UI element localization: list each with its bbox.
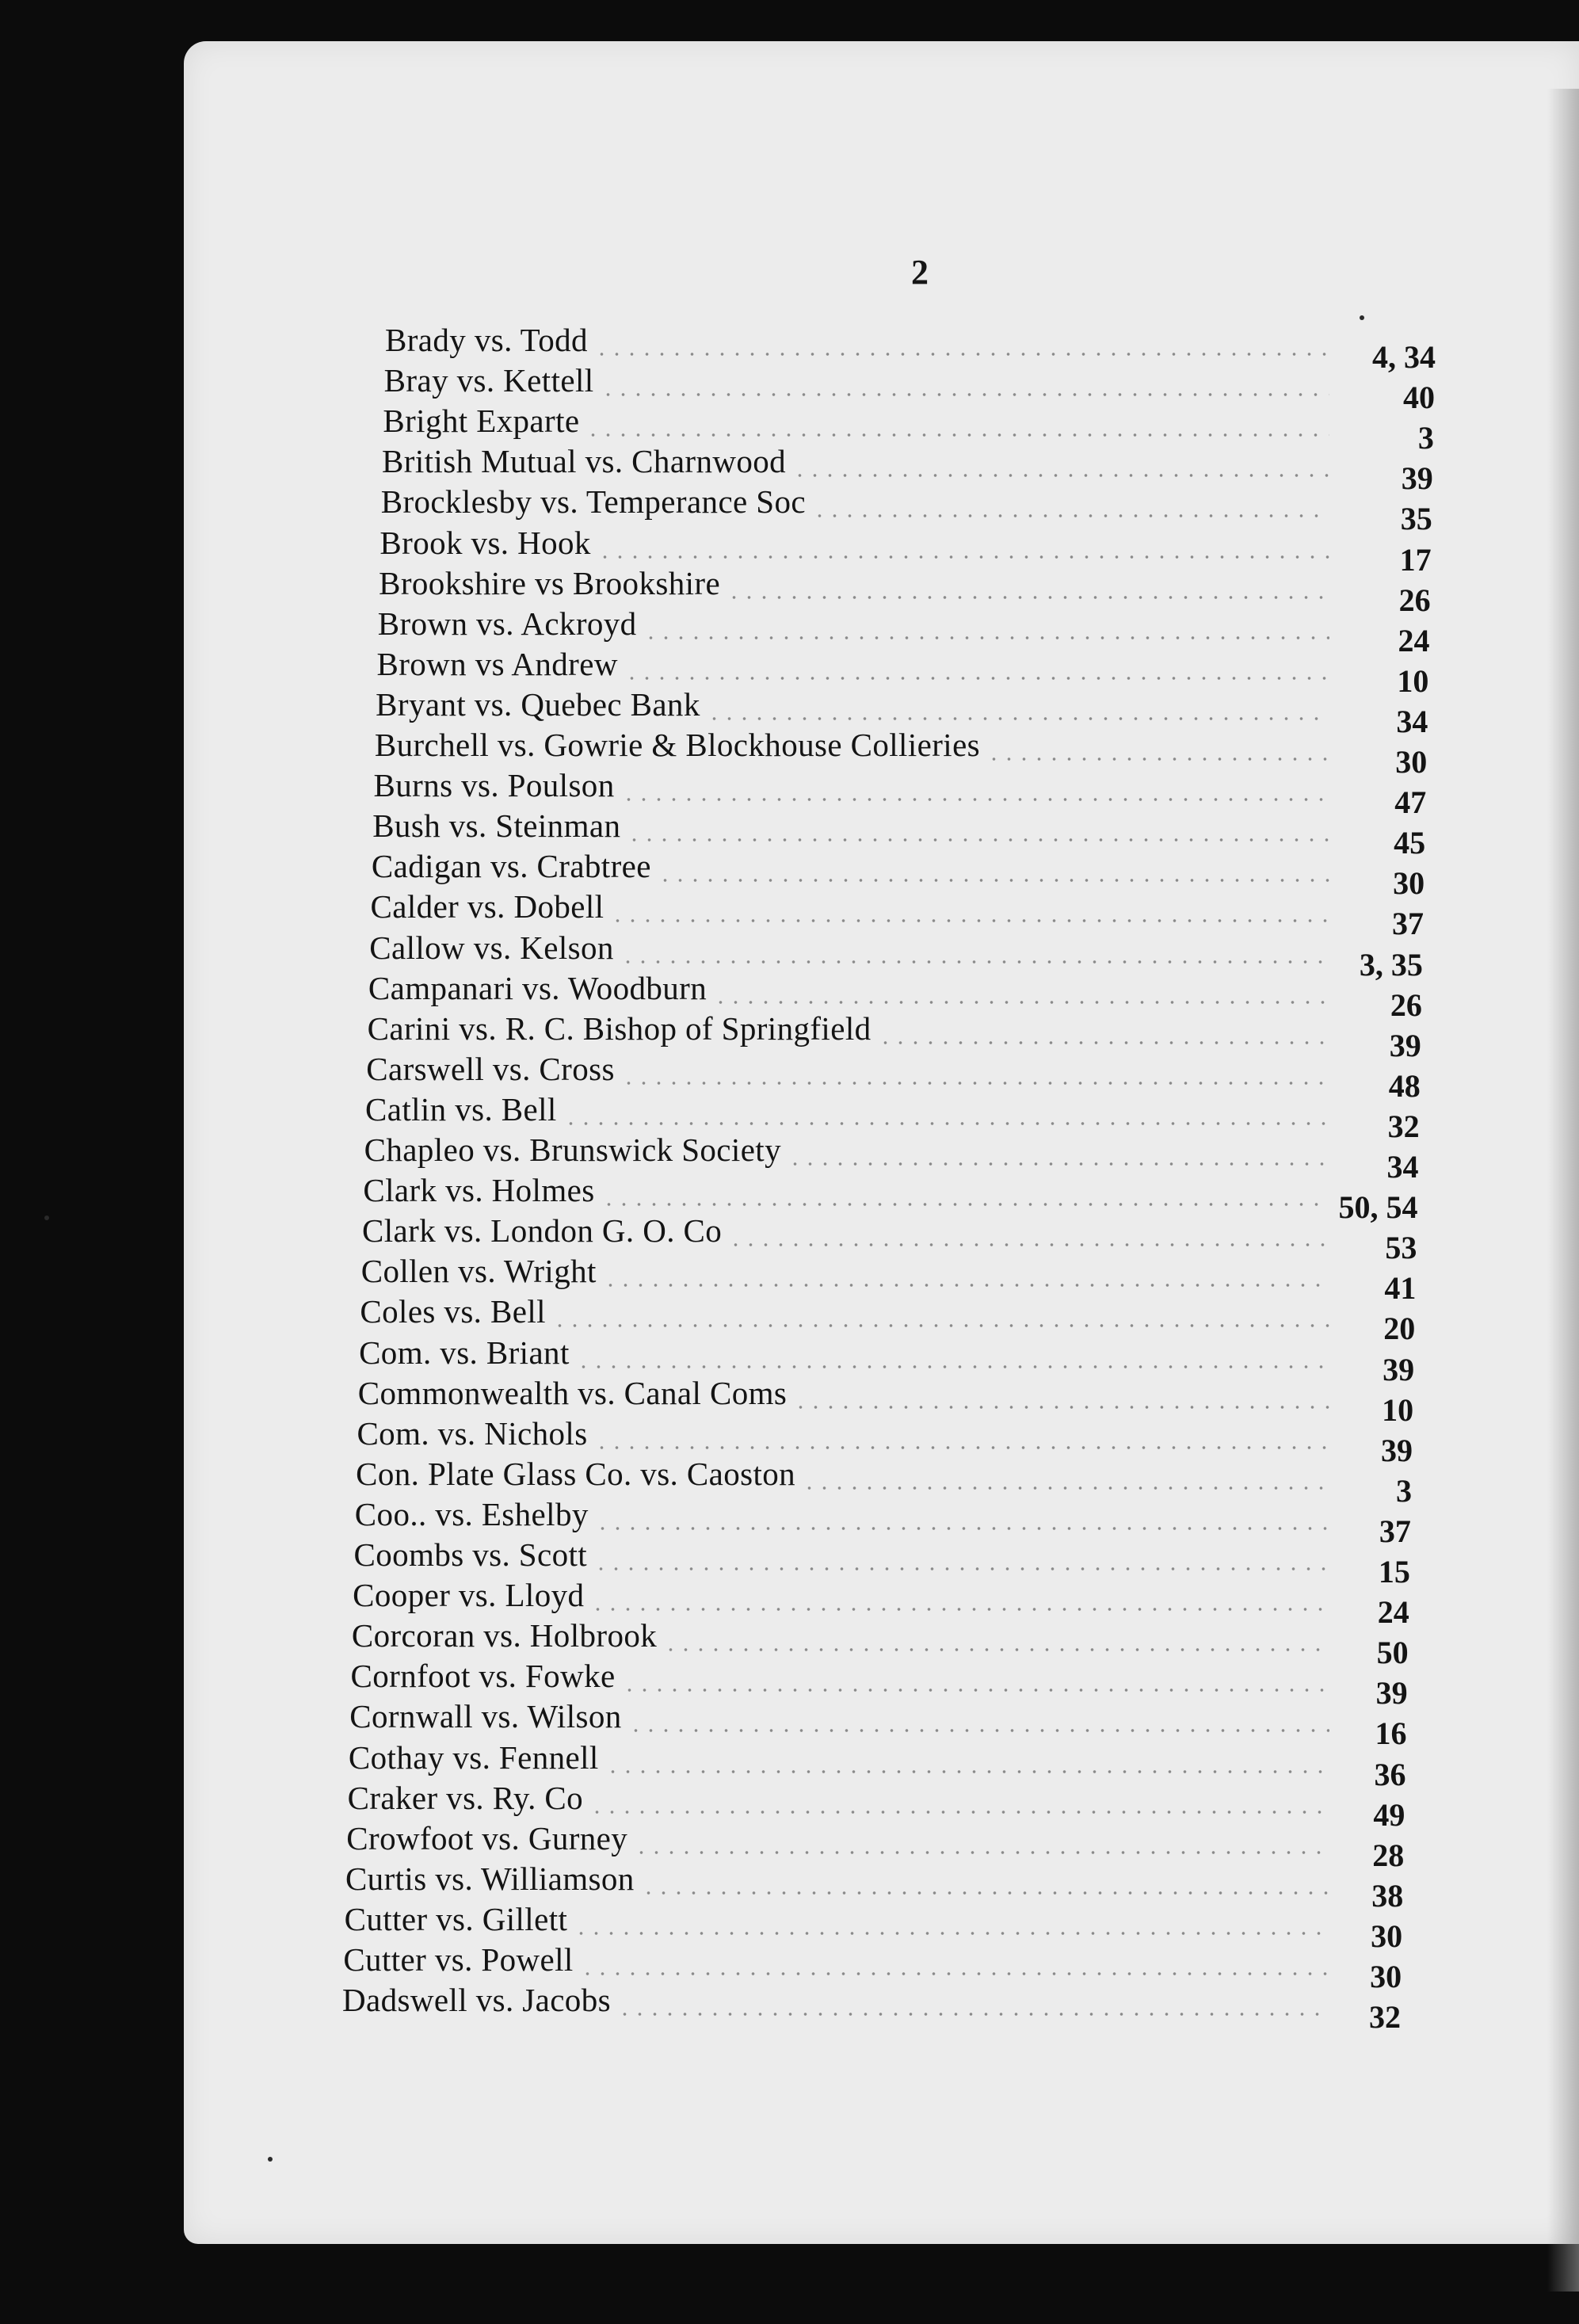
index-entry (381, 483, 1339, 522)
index-entry (355, 1495, 1339, 1535)
index-entry (346, 1819, 1339, 1859)
case-name: Clark vs. London G. O. Co (362, 1212, 723, 1250)
dot-leader (986, 757, 1329, 761)
dot-leader (605, 1770, 1329, 1773)
dot-leader (624, 677, 1329, 680)
dot-leader (601, 1203, 1329, 1206)
index-entry (384, 361, 1339, 401)
case-name: Brown vs. Ackroyd (377, 605, 637, 642)
case-name: Curtis vs. Williamson (345, 1860, 635, 1897)
case-name: British Mutual vs. Charnwood (382, 443, 787, 480)
dot-leader (788, 1162, 1329, 1166)
page-reference: 10 (1382, 1391, 1414, 1428)
stray-mark (1360, 315, 1364, 320)
dot-leader (620, 960, 1329, 964)
case-name: Cornfoot vs. Fowke (350, 1658, 616, 1695)
page-reference: 30 (1393, 865, 1425, 902)
case-name: Craker vs. Ry. Co (347, 1779, 584, 1816)
index-entry (362, 1212, 1339, 1251)
dot-leader (594, 353, 1329, 356)
page-reference: 39 (1383, 1351, 1415, 1387)
case-name: Coo.. vs. Eshelby (354, 1495, 589, 1532)
page-reference: 47 (1394, 784, 1427, 821)
dot-leader (707, 717, 1329, 720)
dot-leader (713, 1001, 1329, 1004)
page-reference: 50 (1376, 1635, 1409, 1671)
page-reference: 45 (1394, 825, 1426, 861)
dot-leader (552, 1324, 1329, 1327)
index-entry (368, 1009, 1339, 1049)
case-name: Cadigan vs. Crabtree (371, 848, 651, 885)
page-edge-shadow (1547, 89, 1579, 2292)
case-name: Crowfoot vs. Gurney (346, 1819, 628, 1857)
index-entry (366, 1050, 1339, 1089)
stray-mark (268, 2157, 273, 2162)
case-name: Brady vs. Todd (385, 322, 588, 358)
page-reference: 35 (1400, 501, 1432, 537)
page-reference: 15 (1378, 1554, 1410, 1589)
index-entry (383, 402, 1339, 441)
dot-leader (585, 433, 1329, 437)
dot-leader (622, 1689, 1329, 1692)
page-reference: 10 (1397, 662, 1429, 699)
dot-leader (601, 393, 1329, 396)
case-name: Chapleo vs. Brunswick Society (364, 1131, 781, 1168)
dot-leader (597, 555, 1329, 559)
case-name: Bush vs. Steinman (372, 807, 621, 845)
case-name: Burns vs. Poulson (373, 767, 615, 804)
index-entry (382, 442, 1339, 482)
index-entry (369, 929, 1339, 968)
index-entry (358, 1374, 1339, 1414)
case-name: Collen vs. Wright (360, 1253, 597, 1290)
index-entry (376, 645, 1339, 685)
page-reference: 32 (1369, 1999, 1401, 2036)
dot-leader (628, 1729, 1329, 1732)
index-entry (375, 726, 1339, 765)
page-reference: 28 (1372, 1837, 1405, 1873)
page-reference: 37 (1379, 1513, 1411, 1549)
case-name: Corcoran vs. Holbrook (351, 1617, 658, 1654)
page-reference: 48 (1388, 1067, 1421, 1104)
index-entry (345, 1860, 1339, 1899)
index-entry (349, 1697, 1339, 1737)
index-entry (356, 1455, 1339, 1494)
dot-leader (617, 2013, 1329, 2016)
dot-leader (580, 1972, 1329, 1975)
case-name: Com. vs. Nichols (357, 1414, 588, 1452)
index-entry (364, 1131, 1339, 1170)
index-entry (353, 1576, 1339, 1616)
dot-leader (595, 1527, 1329, 1530)
dot-leader (576, 1365, 1329, 1368)
index-entry (372, 807, 1339, 846)
dot-leader (643, 636, 1329, 639)
index-entry (363, 1171, 1339, 1211)
page-reference: 24 (1398, 622, 1430, 658)
case-name: Brocklesby vs. Temperance Soc (380, 483, 806, 521)
page-reference: 49 (1373, 1796, 1405, 1833)
case-name: Bray vs. Kettell (383, 362, 594, 399)
page-reference: 41 (1384, 1270, 1417, 1307)
index-entry (345, 1900, 1339, 1940)
page-reference: 39 (1381, 1432, 1413, 1468)
page-reference: 17 (1399, 541, 1432, 578)
index-entry (351, 1657, 1339, 1696)
case-name: Brown vs Andrew (376, 645, 618, 682)
dot-leader (641, 1891, 1329, 1895)
index-entry (379, 524, 1339, 563)
case-name: Con. Plate Glass Co. vs. Caoston (356, 1455, 796, 1492)
case-name: Coles vs. Bell (360, 1293, 546, 1330)
page-reference: 3, 35 (1359, 946, 1423, 983)
index-entry (352, 1616, 1339, 1656)
case-name: Cutter vs. Powell (343, 1941, 574, 1978)
dot-leader (589, 1811, 1329, 1814)
page-number: 2 (911, 253, 929, 292)
page-reference: 37 (1391, 906, 1424, 942)
page-reference: 40 (1402, 380, 1435, 416)
index-entry (368, 969, 1339, 1009)
index-entry (372, 847, 1339, 887)
dot-leader (878, 1041, 1329, 1044)
dot-leader (563, 1122, 1329, 1125)
case-name: Bright Exparte (383, 403, 580, 440)
index-entry (374, 766, 1339, 806)
index-entry (353, 1536, 1339, 1575)
index-entry (378, 605, 1339, 644)
case-name: Com. vs. Briant (359, 1334, 570, 1371)
page-reference: 26 (1390, 986, 1422, 1023)
case-name: Dadswell vs. Jacobs (342, 1982, 611, 2019)
case-name: Calder vs. Dobell (370, 888, 605, 925)
page-reference: 20 (1383, 1311, 1416, 1347)
index-entry (361, 1252, 1339, 1292)
index-entry (376, 685, 1339, 725)
page-reference: 34 (1386, 1149, 1419, 1185)
stray-mark (44, 1215, 49, 1220)
case-name: Coombs vs. Scott (353, 1536, 588, 1573)
case-name: Campanari vs. Woodburn (368, 969, 707, 1006)
dot-leader (727, 596, 1329, 599)
case-name: Burchell vs. Gowrie & Blockhouse Collieries (374, 727, 981, 763)
dot-leader (610, 919, 1329, 922)
dot-leader (594, 1446, 1329, 1449)
dot-leader (792, 474, 1329, 477)
dot-leader (728, 1243, 1329, 1246)
dot-leader (634, 1851, 1329, 1854)
dot-leader (574, 1932, 1329, 1935)
index-entry (385, 321, 1339, 361)
dot-leader (590, 1608, 1329, 1611)
page-reference: 4, 34 (1372, 339, 1436, 375)
index-entry (343, 1940, 1339, 1980)
dot-leader (812, 514, 1329, 517)
index-entry (365, 1090, 1339, 1130)
dot-leader (793, 1406, 1329, 1409)
case-name: Cutter vs. Gillett (344, 1900, 568, 1937)
page-reference: 39 (1401, 460, 1433, 497)
page-reference: 39 (1389, 1027, 1421, 1063)
index-entry (357, 1414, 1339, 1454)
case-name: Catlin vs. Bell (364, 1090, 557, 1128)
page-reference: 3 (1417, 420, 1434, 456)
dot-leader (627, 838, 1329, 841)
page-reference: 26 (1398, 582, 1431, 618)
page-reference: 50, 54 (1338, 1189, 1418, 1226)
index-entry (349, 1738, 1339, 1778)
page-reference: 16 (1375, 1715, 1407, 1752)
case-name: Callow vs. Kelson (369, 929, 614, 966)
case-name: Cothay vs. Fennell (348, 1738, 599, 1776)
case-name: Carini vs. R. C. Bishop of Springfield (367, 1009, 872, 1047)
page-reference: 24 (1377, 1594, 1409, 1631)
index-entry (371, 887, 1339, 927)
page-reference: 3 (1395, 1472, 1412, 1509)
page-reference: 34 (1396, 703, 1428, 739)
case-name: Cooper vs. Lloyd (353, 1577, 585, 1614)
case-name: Commonwealth vs. Canal Coms (357, 1374, 788, 1411)
page-reference: 38 (1371, 1877, 1404, 1914)
case-name: Cornwall vs. Wilson (349, 1698, 622, 1735)
case-name: Brookshire vs Brookshire (379, 564, 721, 601)
dot-leader (802, 1486, 1329, 1490)
dot-leader (658, 879, 1329, 882)
page-reference: 36 (1374, 1756, 1406, 1792)
page-reference: 39 (1375, 1675, 1408, 1712)
page-reference: 30 (1370, 1959, 1402, 1994)
case-name: Carswell vs. Cross (366, 1050, 615, 1087)
page-reference: 30 (1371, 1918, 1403, 1954)
dot-leader (621, 798, 1329, 801)
page-reference: 53 (1385, 1230, 1417, 1266)
dot-leader (593, 1567, 1329, 1570)
dot-leader (663, 1648, 1329, 1651)
index-entry (342, 1981, 1339, 2021)
dot-leader (621, 1082, 1329, 1085)
case-name: Brook vs. Hook (379, 524, 591, 561)
page-reference: 30 (1395, 744, 1428, 780)
index-entry (360, 1292, 1339, 1332)
case-name: Bryant vs. Quebec Bank (376, 685, 700, 723)
index-entry (348, 1779, 1339, 1818)
index-entry (379, 564, 1339, 604)
page-reference: 32 (1387, 1108, 1420, 1144)
case-name: Clark vs. Holmes (363, 1172, 595, 1209)
dot-leader (603, 1284, 1329, 1287)
index-entry (359, 1334, 1339, 1373)
